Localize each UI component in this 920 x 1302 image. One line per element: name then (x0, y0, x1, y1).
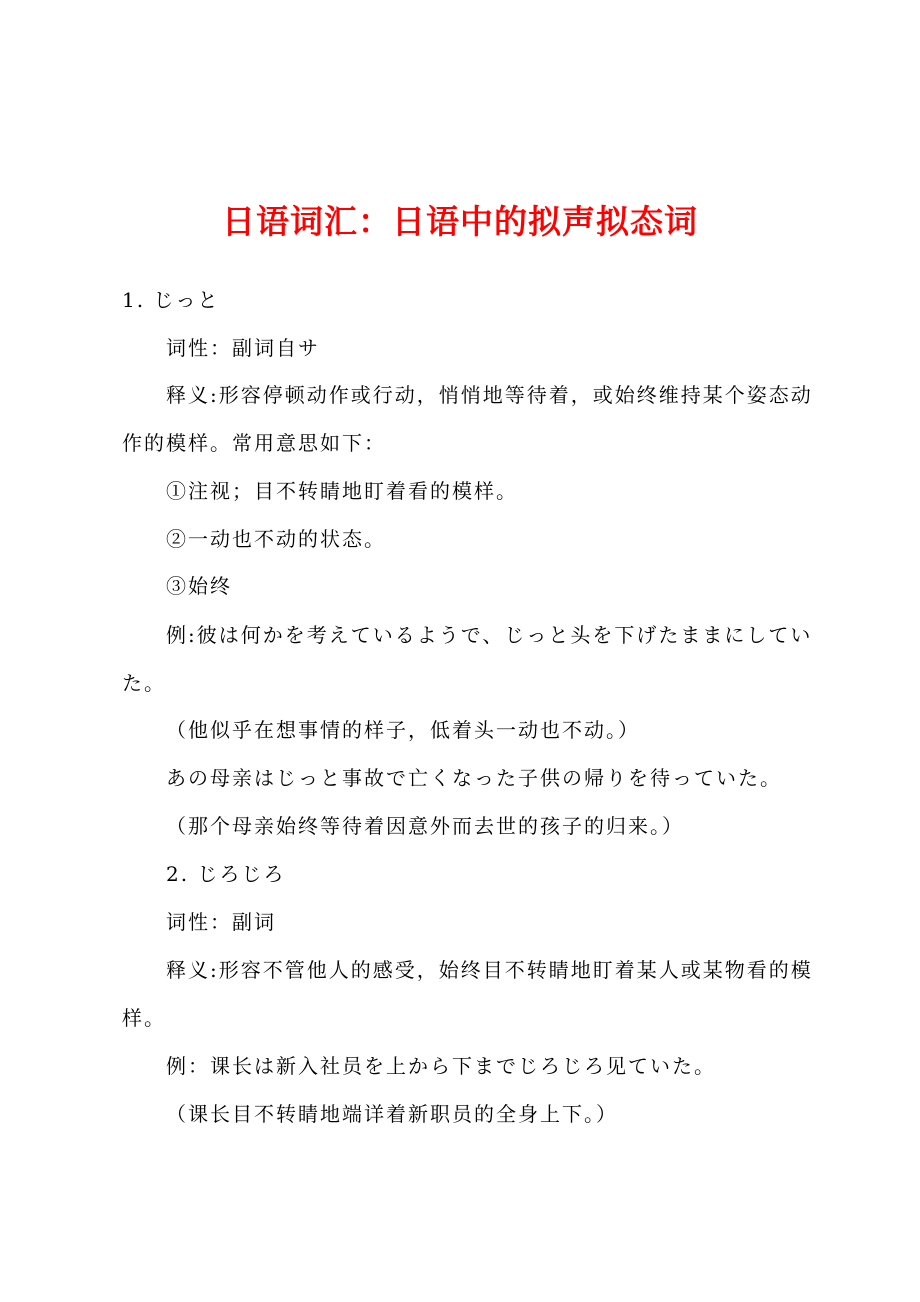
section-2-example: 例：课长は新入社员を上から下までじろじろ见ていた。 (166, 1054, 716, 1078)
section-1-definition-line2: 作的模样。常用意思如下： (122, 431, 386, 455)
section-1-pos: 词性：副词自サ (166, 336, 320, 360)
document-title: 日语词汇：日语中的拟声拟态词 (222, 202, 698, 241)
section-1-example-1-translation: （他似乎在想事情的样子，低着头一动也不动。） (166, 718, 640, 742)
section-1-heading: 1. じっと (122, 288, 220, 312)
section-1-example-1-line1: 例:彼は何かを考えているようで、じっと头を下げたままにしてい (166, 623, 813, 647)
section-1-example-2-translation: （那个母亲始终等待着因意外而去世的孩子的归来。） (166, 814, 684, 838)
section-1-example-1-line2: た。 (122, 671, 166, 695)
section-1-definition-line1: 释义:形容停顿动作或行动，悄悄地等待着，或始终维持某个姿态动 (166, 383, 813, 407)
section-2-heading: 2. じろじろ (166, 862, 286, 886)
section-1-meaning-1: ①注视；目不转睛地盯着看的模样。 (166, 479, 518, 503)
section-2-definition-line2: 样。 (122, 1006, 166, 1030)
section-1-example-2: あの母亲はじっと事故で亡くなった子供の帰りを待っていた。 (166, 766, 782, 790)
section-2-pos: 词性：副词 (166, 910, 276, 934)
section-1-meaning-2: ②一动也不动的状态。 (166, 527, 386, 551)
section-2-definition-line1: 释义:形容不管他人的感受，始终目不转睛地盯着某人或某物看的模 (166, 958, 813, 982)
section-1-meaning-3: ③始终 (166, 574, 232, 598)
section-2-example-translation: （课长目不转睛地端详着新职员的全身上下。） (166, 1102, 618, 1126)
